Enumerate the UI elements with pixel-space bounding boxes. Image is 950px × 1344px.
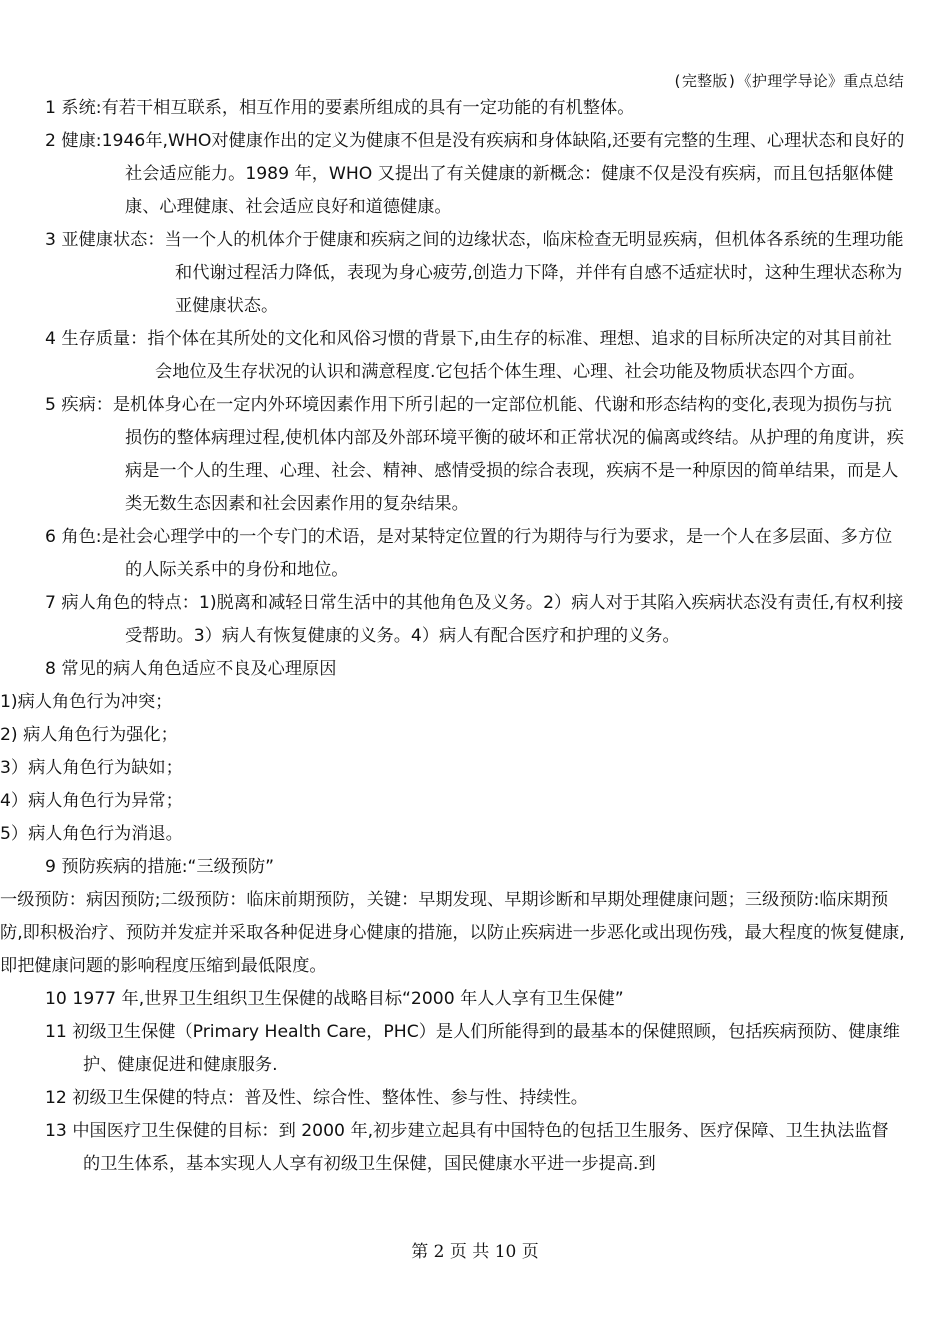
page-number-footer: 第 2 页 共 10 页	[411, 1242, 539, 1262]
list-item	[0, 752, 905, 785]
item-number: 10	[45, 989, 67, 1009]
definition-item-7	[45, 587, 905, 653]
list-item	[0, 785, 905, 818]
item-text: 1)病人角色行为冲突；	[0, 692, 173, 712]
item-text: 中国医疗卫生保健的目标：到 2000 年,初步建立起具有中国特色的包括卫生服务、医疗保障、卫生执法监督的卫生体系，基本实现人人享有初级卫生保健，国民健康水平进一步提高.到	[72, 1121, 889, 1174]
item-number: 5	[45, 395, 56, 415]
prevention-paragraph	[0, 884, 905, 983]
document-body	[0, 92, 905, 1181]
item-text: 1977 年,世界卫生组织卫生保健的战略目标“2000 年人人享有卫生保健”	[72, 989, 624, 1009]
definition-item-4	[45, 323, 905, 389]
item-text: 健康:1946年,WHO对健康作出的定义为健康不但是没有疾病和身体缺陷,还要有完整的生理、心理状态和良好的社会适应能力。1989 年，WHO 又提出了有关健康的新概念：健康不仅是没有疾病，而且包括躯体健康、心理健康、社会适应良好和道德健康。	[61, 131, 905, 217]
document-header-title: (完整版)《护理学导论》重点总结	[672, 72, 904, 90]
definition-item-3	[45, 224, 905, 323]
item-number: 1	[45, 98, 56, 118]
item-text: 生存质量：指个体在其所处的文化和风俗习惯的背景下,由生存的标准、理想、追求的目标所决定的对其目前社会地位及生存状况的认识和满意程度.它包括个体生理、心理、社会功能及物质状态四个方面。	[61, 329, 892, 382]
definition-item-8	[45, 653, 905, 686]
definition-item-12	[45, 1082, 905, 1115]
item-number: 13	[45, 1121, 67, 1141]
item-text: 系统:有若干相互联系，相互作用的要素所组成的具有一定功能的有机整体。	[61, 98, 635, 118]
definition-item-1	[45, 92, 905, 125]
item-text: 常见的病人角色适应不良及心理原因	[61, 659, 337, 679]
definition-item-2	[45, 125, 905, 224]
definition-item-13	[45, 1115, 905, 1181]
item-number: 12	[45, 1088, 67, 1108]
list-item	[0, 719, 905, 752]
item-text: 3）病人角色行为缺如；	[0, 758, 183, 778]
item-text: 5）病人角色行为消退。	[0, 824, 183, 844]
item-number: 9	[45, 857, 56, 877]
definition-item-9	[45, 851, 905, 884]
item-text: 2) 病人角色行为强化；	[0, 725, 178, 745]
item-number: 8	[45, 659, 56, 679]
item-number: 3	[45, 230, 56, 250]
item-number: 7	[45, 593, 56, 613]
item-number: 4	[45, 329, 56, 349]
item-text: 疾病：是机体身心在一定内外环境因素作用下所引起的一定部位机能、代谢和形态结构的变化,表现为损伤与抗损伤的整体病理过程,使机体内部及外部环境平衡的破坏和正常状况的偏离或终结。从护理的角度讲，疾病是一个人的生理、心理、社会、精神、感情受损的综合表现，疾病不是一种原因的简单结果，而是人类无数生态因素和社会因素作用的复杂结果。	[61, 395, 904, 514]
item-number: 6	[45, 527, 56, 547]
item-text: 亚健康状态：当一个人的机体介于健康和疾病之间的边缘状态，临床检查无明显疾病，但机体各系统的生理功能和代谢过程活力降低，表现为身心疲劳,创造力下降，并伴有自感不适症状时，这种生理状态称为亚健康状态。	[61, 230, 904, 316]
list-item	[0, 818, 905, 851]
definition-item-11	[45, 1016, 905, 1082]
item-text: 初级卫生保健的特点：普及性、综合性、整体性、参与性、持续性。	[72, 1088, 588, 1108]
item-number: 2	[45, 131, 56, 151]
item-text: 一级预防：病因预防;二级预防：临床前期预防，关键：早期发现、早期诊断和早期处理健康问题；三级预防:临床期预防,即积极治疗、预防并发症并采取各种促进身心健康的措施，以防止疾病进一步恶化或出现伤残，最大程度的恢复健康,即把健康问题的影响程度压缩到最低限度。	[0, 890, 905, 976]
item-text: 预防疾病的措施:“三级预防”	[61, 857, 275, 877]
item-number: 11	[45, 1022, 67, 1042]
definition-item-10	[45, 983, 905, 1016]
item-text: 病人角色的特点：1)脱离和减轻日常生活中的其他角色及义务。2）病人对于其陷入疾病状态没有责任,有权利接受帮助。3）病人有恢复健康的义务。4）病人有配合医疗和护理的义务。	[61, 593, 904, 646]
definition-item-6	[45, 521, 905, 587]
definition-item-5	[45, 389, 905, 521]
item-text: 4）病人角色行为异常；	[0, 791, 183, 811]
list-item	[0, 686, 905, 719]
item-text: 初级卫生保健（Primary Health Care，PHC）是人们所能得到的最基本的保健照顾，包括疾病预防、健康维护、健康促进和健康服务.	[72, 1022, 900, 1075]
item-text: 角色:是社会心理学中的一个专门的术语，是对某特定位置的行为期待与行为要求，是一个人在多层面、多方位的人际关系中的身份和地位。	[61, 527, 893, 580]
